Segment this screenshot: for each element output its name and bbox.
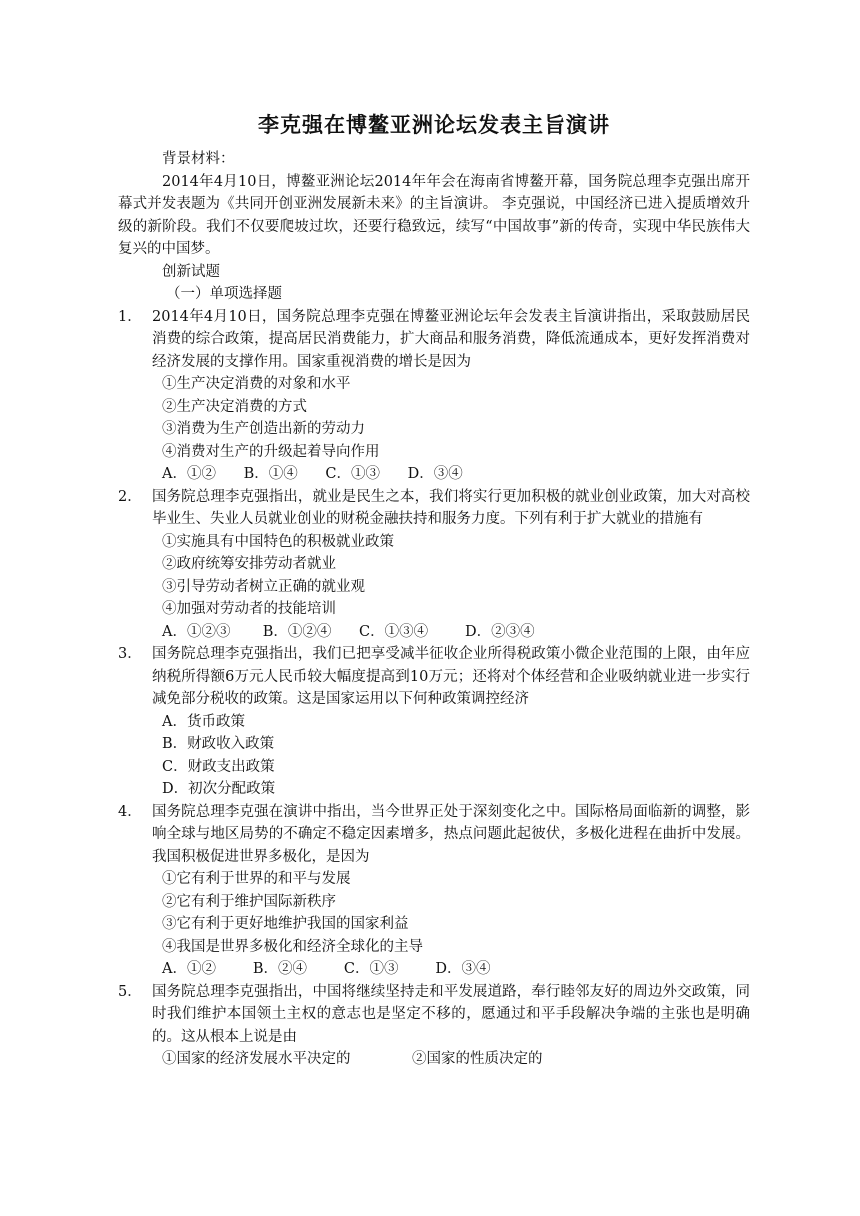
document-title: 李克强在博鳌亚洲论坛发表主旨演讲: [258, 113, 610, 137]
option: ②政府统筹安排劳动者就业: [162, 556, 336, 572]
option: ③消费为生产创造出新的劳动力: [162, 421, 365, 437]
option: ①国家的经济发展水平决定的: [162, 1051, 351, 1067]
section-label: 创新试题: [162, 263, 220, 280]
option: C．财政支出政策: [162, 758, 275, 775]
option: ③它有利于更好地维护我国的国家利益: [162, 916, 409, 932]
answer-choices: A．①② B．②④ C．①③ D．③④: [162, 961, 491, 977]
question-3: [118, 643, 750, 711]
option: A．货币政策: [162, 713, 245, 730]
question-text: 国务院总理李克强在演讲中指出，当今世界正处于深刻变化之中。国际格局面临新的调整，影响全球与地区局势的不确定不稳定因素增多，热点问题此起彼伏，多极化进程在曲折中发展。我国积极促进世界多极化，是因为: [152, 803, 750, 865]
option: ④消费对生产的升级起着导向作用: [162, 443, 380, 460]
option: ④加强对劳动者的技能培训: [162, 601, 336, 617]
option: D．初次分配政策: [162, 781, 276, 797]
option: ①生产决定消费的对象和水平: [162, 376, 351, 392]
option: ③引导劳动者树立正确的就业观: [162, 578, 365, 595]
option: ①实施具有中国特色的积极就业政策: [162, 533, 394, 550]
option-row: [118, 1048, 750, 1071]
option: ④我国是世界多极化和经济全球化的主导: [162, 938, 423, 955]
question-1: [118, 306, 750, 374]
question-number: 4．: [118, 803, 142, 820]
question-number: 5．: [118, 983, 142, 1000]
question-4: [118, 801, 750, 869]
option: ①它有利于世界的和平与发展: [162, 871, 351, 887]
background-text: 2014年4月10日，博鳌亚洲论坛2014年年会在海南省博鳌开幕，国务院总理李克强出席开幕式并发表题为《共同开创亚洲发展新未来》的主旨演讲。 李克强说，中国经济已进入提质增效升级的新阶段。我们不仅要爬坡过坎，还要行稳致远，续写“中国故事”新的传奇，实现中华民族伟大复兴的中国梦。: [118, 173, 750, 257]
question-text: 国务院总理李克强指出，我们已把享受减半征收企业所得税政策小微企业范围的上限，由年应纳税所得额6万元人民币较大幅度提高到10万元；还将对个体经营和企业吸纳就业进一步实行减免部分税收的政策。这是国家运用以下何种政策调控经济: [152, 646, 750, 707]
answer-choices: A．①② B．①④ C．①③ D．③④: [162, 466, 463, 482]
question-text: 国务院总理李克强指出，就业是民生之本，我们将实行更加积极的就业创业政策，加大对高校毕业生、失业人员就业创业的财税金融扶持和服务力度。下列有利于扩大就业的措施有: [152, 488, 750, 527]
question-number: 1．: [118, 308, 142, 325]
option: ②生产决定消费的方式: [162, 398, 307, 415]
option: B．财政收入政策: [162, 736, 275, 752]
question-number: 2．: [118, 488, 142, 505]
subsection-label: （一）单项选择题: [166, 286, 282, 302]
option: ②国家的性质决定的: [412, 1051, 543, 1067]
option: ②它有利于维护国际新秩序: [162, 893, 336, 910]
question-5: [118, 981, 750, 1049]
question-text: 2014年4月10日，国务院总理李克强在博鳌亚洲论坛年会发表主旨演讲指出，采取鼓励居民消费的综合政策，提高居民消费能力，扩大商品和服务消费，降低流通成本，更好发挥消费对经济发展的支撑作用。国家重视消费的增长是因为: [152, 308, 750, 370]
question-2: [118, 486, 750, 531]
question-number: 3．: [118, 646, 142, 662]
question-text: 国务院总理李克强指出，中国将继续坚持走和平发展道路，奉行睦邻友好的周边外交政策，同时我们维护本国领土主权的意志也是坚定不移的，愿通过和平手段解决争端的主张也是明确的。这从根本上说是由: [152, 983, 750, 1045]
background-label: 背景材料：: [162, 151, 235, 167]
answer-choices: A．①②③ B．①②④ C．①③④ D．②③④: [162, 623, 535, 640]
